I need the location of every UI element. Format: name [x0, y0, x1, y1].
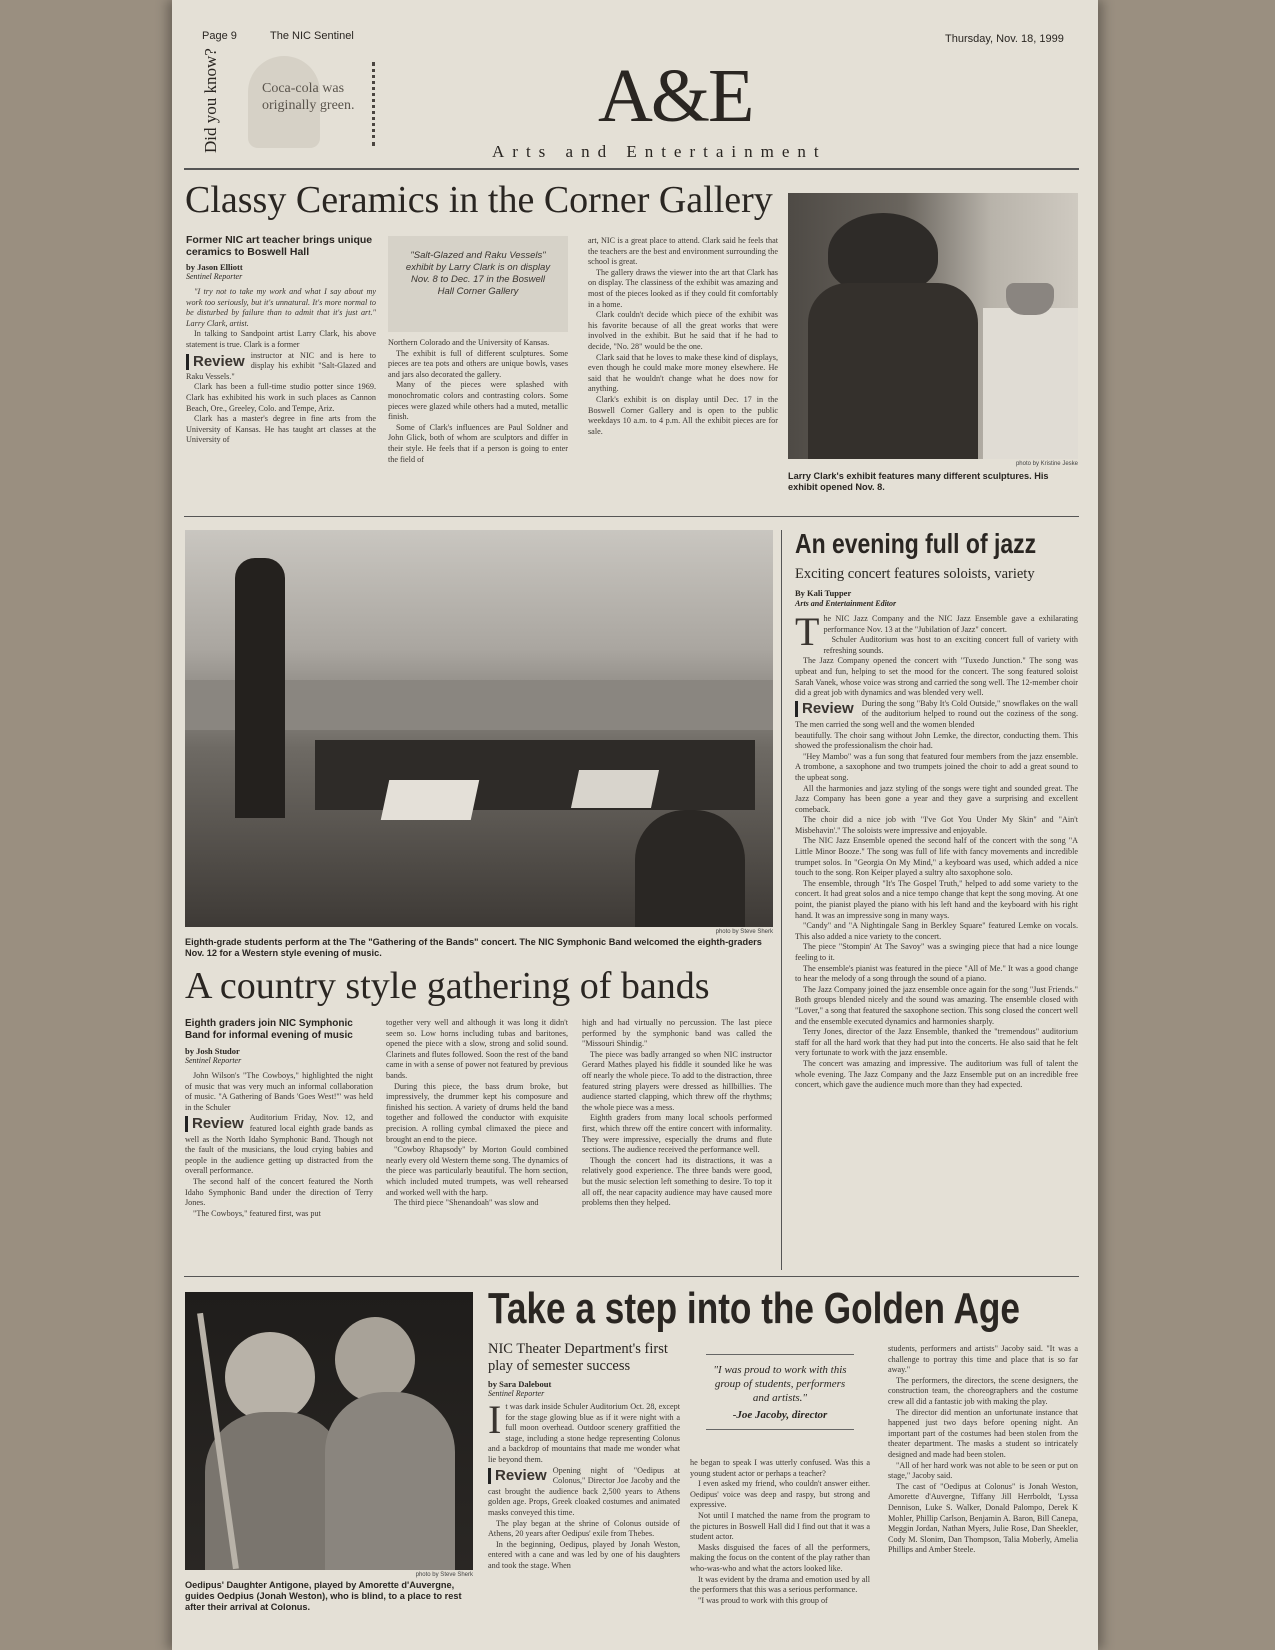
- paragraph: Some of Clark's influences are Paul Soldner and John Glick, both of whom are sculptors and differ in their style. He feels that if a person is going to enter the field of: [388, 422, 568, 464]
- photo-sheet-music: [381, 780, 480, 820]
- paragraph: art, NIC is a great place to attend. Clark said he feels that the teachers are the best and environment surrounding the school is great.: [588, 236, 778, 267]
- ceramics-headline: Classy Ceramics in the Corner Gallery: [185, 179, 773, 221]
- paragraph: The play began at the shrine of Colonus outside of Athens, 20 years after Oedipus' exile from Thebes.: [488, 1518, 680, 1539]
- page-number: Page 9: [202, 30, 237, 42]
- paragraph: "I was proud to work with this group of: [698, 1595, 828, 1605]
- photo-credit: photo by Steve Sherk: [415, 1572, 473, 1578]
- issue-date: Thursday, Nov. 18, 1999: [945, 33, 1064, 45]
- column-rule: [781, 530, 782, 1270]
- paragraph: Clark has been a full-time studio potter since 1969. Clark has exhibited his work in such places as Cannon Beach, Ore., Greeley, Colo. and Tempe, Ariz.: [186, 382, 376, 413]
- bands-byline: by Josh Studor: [185, 1046, 240, 1056]
- theater-col-3: [888, 1344, 1078, 1556]
- paragraph: The piece was badly arranged so when NIC instructor Gerard Mathes played his fiddle it sounded like he was off nearly the whole piece. To add to the distraction, three featured string players were dressed as hillbillies. The audience started clapping, which threw off the rhythms; the whole piece was a mess.: [582, 1049, 772, 1112]
- paragraph: Masks disguised the faces of all the performers, making the focus on the content of the play rather than who-was-who and what the actors looked like.: [690, 1542, 870, 1573]
- paragraph: I even asked my friend, who couldn't answer either. Oedipus' voice was deep and raspy, but strong and expressive.: [690, 1479, 870, 1510]
- fact-text: Coca-cola was originally green.: [262, 81, 355, 113]
- theater-headline: Take a step into the Golden Age: [488, 1284, 1020, 1333]
- paragraph: students, performers and artists" Jacoby said. "It was a challenge to portray this time and place that is so far away.": [888, 1344, 1078, 1375]
- photo-mask: [225, 1332, 315, 1422]
- ceramics-pullquote: "Salt-Glazed and Raku Vessels" exhibit by Larry Clark is on display Nov. 8 to Dec. 17 in the Boswell Hall Corner Gallery: [405, 250, 551, 297]
- paragraph: "Cowboy Rhapsody" by Morton Gould combined nearly every old Western theme song. The dynamics of the piece was particularly beautiful. The horn section, which included muted trumpets, was well rehearsed and worked well with the harp.: [386, 1145, 568, 1197]
- bands-photo: [185, 530, 773, 927]
- paragraph: The exhibit is full of different sculptures. Some pieces are tea pots and others are unique bowls, vases and jars also decorated the gallery.: [388, 348, 568, 379]
- paragraph: In talking to Sandpoint artist Larry Clark, his above statement is true. Clark is a former: [186, 329, 376, 349]
- photo-robe: [325, 1392, 455, 1570]
- paragraph: In the beginning, Oedipus, played by Jonah Weston, entered with a cane and was led by one of his daughters and took the stage. When: [488, 1539, 680, 1570]
- paragraph: Clark said that he loves to make these kind of displays, even though he could make more money elsewhere. He said that he wouldn't change what he does now for anything.: [588, 352, 778, 394]
- photo-music-stands: [315, 740, 755, 810]
- bands-col-3: [582, 1018, 772, 1209]
- paragraph: The director did mention an unfortunate instance that happened just two days before opening night. An important part of the costumes had been stolen from the theater department. The masks a student so intricately designed and made had been stolen.: [888, 1407, 1078, 1459]
- theater-caption: Oedipus' Daughter Antigone, played by Amorette d'Auvergne, guides Oedpius (Jonah Weston), who is blind, to a place to rest after their arrival at Colonus.: [185, 1580, 462, 1612]
- did-you-know-label: Did you know?: [201, 48, 220, 153]
- ceramics-col-2: [388, 338, 568, 465]
- ceramics-col-3: [588, 236, 778, 437]
- paragraph: The Jazz Company joined the jazz ensemble once again for the song "Just Friends." Both groups blended nicely and the sound was amazing. The ensemble closed with "Lover," a song that featured the saxophone section. This song closed the concert well and the ensemble executed dynamics and harmonies sharply.: [795, 984, 1078, 1026]
- bands-col-2: [386, 1018, 568, 1209]
- paragraph: "All of her hard work was not able to be seen or put on stage," Jacoby said.: [888, 1460, 1078, 1481]
- theater-subhead: NIC Theater Department's first play of semester success: [488, 1341, 668, 1374]
- jazz-headline: An evening full of jazz: [795, 528, 1037, 559]
- ceramics-photo: [788, 193, 1078, 459]
- paragraph: The ensemble, through "It's The Gospel Truth," helped to add some variety to the concert. It had great solos and a nice tempo change that kept the song moving. At one point, the pianist played the piano with his left hand and the keyboard with his right hand. It was an impressive song in many ways.: [795, 878, 1078, 920]
- paragraph: Clark couldn't decide which piece of the exhibit was his favorite because of all the great works that were involved in the exhibit. But he said that if he had to decide, "No. 28" would be the one.: [588, 310, 778, 351]
- ceramics-quote: "I try not to take my work and what I say about my work too seriously, but it's unnatural. It's more normal to be disturbed by failure than to admit that it's just art." Larry Clark, artist.: [186, 287, 376, 328]
- paragraph: "The Cowboys," featured first, was put: [193, 1208, 321, 1218]
- photo-conductor: [235, 558, 285, 818]
- paragraph: The piece "Stompin' At The Savoy" was a swinging piece that had a nice lounge feeling to it.: [795, 942, 1078, 962]
- drop-cap: T: [795, 609, 820, 654]
- paragraph: Many of the pieces were splashed with monochromatic colors and contrasting colors. Some pieces were glazed while others had a muted, metallic finish.: [388, 380, 568, 422]
- ceramics-role: Sentinel Reporter: [186, 272, 243, 281]
- photo-ceramic-bowl: [1006, 283, 1054, 315]
- did-you-know-box: [200, 48, 226, 156]
- masthead-rule: [184, 168, 1079, 170]
- photo-mask: [335, 1317, 415, 1402]
- ceramics-caption: Larry Clark's exhibit features many different sculptures. His exhibit opened Nov. 8.: [788, 471, 1049, 492]
- paragraph: During this piece, the bass drum broke, but impressively, the drummer kept his composure and finished his section. A variety of drums held the band together and followed the conductor with exquisite precision. A rolling cymbal climaxed the piece and brought an end to the piece.: [386, 1081, 568, 1144]
- paragraph: he began to speak I was utterly confused. Was this a young student actor or perhaps a teacher?: [690, 1458, 870, 1478]
- paragraph: Terry Jones, director of the Jazz Ensemble, thanked the "tremendous" auditorium staff for all the hard work that they had put into the concerts. He also said that he felt very fortunate to work with the jazz ensemble.: [795, 1027, 1078, 1058]
- paragraph: John Wilson's "The Cowboys," highlighted the night of music that was very much an informal collaboration of music. "A Gathering of Bands 'Goes West!'" was held in the Schuler: [185, 1071, 373, 1112]
- jazz-byline: By Kali Tupper: [795, 588, 852, 598]
- paragraph: Auditorium Friday, Nov. 12, and featured local eighth grade bands as well as the North Idaho Symphonic Band. Though not the fault of the musicians, the loud crying babies and people in the audience getting up distracted from the overall performance.: [185, 1113, 373, 1176]
- dotted-divider: [372, 62, 378, 146]
- theater-byline: by Sara Dalebout: [488, 1379, 552, 1389]
- paragraph: All the harmonies and jazz styling of the songs were tight and sounded great. The Jazz Company has been gone a year and they gave a surprising and excellent comeback.: [795, 783, 1078, 814]
- bands-role: Sentinel Reporter: [185, 1056, 242, 1065]
- paragraph: The ensemble's pianist was featured in the piece "All of Me." It was a good change to hear the melody of a song through the sound of a piano.: [795, 963, 1078, 984]
- bands-kicker: Eighth graders join NIC Symphonic Band for informal evening of music: [185, 1018, 353, 1041]
- paragraph: The choir did a nice job with "I've Got You Under My Skin" and "Ain't Misbehavin'." The soloists were impressive and enjoyable.: [795, 815, 1078, 835]
- paragraph: together very well and although it was long it didn't seem so. Low horns including tubas and baritones, opened the piece with a slow, strong and solid sound. Clarinets and flutes followed. Soon the rest of the band came in with a sense of power not featured by previous bands.: [386, 1018, 568, 1080]
- theater-role: Sentinel Reporter: [488, 1389, 545, 1398]
- paragraph: The cast of "Oedipus at Colonus" is Jonah Weston, Amorette d'Auvergne, Tiffany Jill Herrboldt, 'Lyssa Dennison, Luke S. Walker, Donald Palompo, Derek K Mohler, Phillip Carlson, Benjamin A. Baron, Bill Canepa, Meggin Jordan, Nathan Myers, Julie Rose, Dan Sheekler, Cody M. Slonim, Dan Thompson, Talia Moberly, Amelia Phillips and Amber Steele.: [888, 1481, 1078, 1555]
- paragraph: instructor at NIC and is here to display his exhibit "Salt-Glazed and Raku Vessels.": [186, 350, 376, 381]
- ceramics-col-1: [186, 234, 376, 446]
- review-tag: Review: [186, 354, 245, 370]
- theater-pullquote: "I was proud to work with this group of students, performers and artists.": [713, 1364, 847, 1404]
- paragraph: The concert was amazing and impressive. The auditorium was full of talent the whole evening. The Jazz Company and the Jazz Ensemble put on an incredible free concert, which gave the audience much more than they had expected.: [795, 1058, 1078, 1090]
- photo-pedestal: [983, 308, 1078, 459]
- paragraph: Not until I matched the name from the program to the pictures in Boswell Hall did I find out that it was a student actor.: [690, 1510, 870, 1542]
- ceramics-byline: by Jason Elliott: [186, 262, 243, 272]
- bands-caption: Eighth-grade students perform at the The "Gathering of the Bands" concert. The NIC Symphonic Band welcomed the eighth-graders Nov. 12 for a Western style evening of music.: [185, 937, 762, 958]
- jazz-subhead: Exciting concert features soloists, variety: [795, 566, 1035, 582]
- paragraph: "Candy" and "A Nightingale Sang in Berkley Square" featured Lemke on vocals. This also added a nice variety to the concert.: [795, 921, 1078, 941]
- jazz-role: Arts and Entertainment Editor: [795, 599, 897, 608]
- paragraph: Eighth graders from many local schools performed first, which threw off the entire concert with informality. They were impressive, especially the drums and flute sections. The audience received the performance well.: [582, 1113, 772, 1155]
- paragraph: "Hey Mambo" was a fun song that featured four members from the jazz ensemble. A trombone, a saxophone and two trumpets joined the choir to add a great sound to the upbeat song.: [795, 751, 1078, 782]
- theater-col-2: [690, 1458, 870, 1606]
- paragraph: During the song "Baby It's Cold Outside," snowflakes on the wall of the auditorium helped to round out the coziness of the song. The men carried the song well and the women blended: [795, 698, 1078, 729]
- section-logo: A&E: [598, 54, 753, 138]
- jazz-body: [795, 609, 1078, 1091]
- theater-pullquote-attribution: -Joe Jacoby, director: [732, 1409, 828, 1421]
- paragraph: Clark's exhibit is on display until Dec. 17 in the Boswell Corner Gallery and is open to the public weekdays 10 a.m. to 4 p.m. All the exhibit pieces are for sale.: [588, 394, 778, 436]
- paragraph: The Jazz Company opened the concert with "Tuxedo Junction." The song was upbeat and fun, helping to set the mood for the concert. The song featured soloist Sarah Vanek, whose voice was strong and carried the song well. The 12-member choir did a great job with dynamics and was blended very well.: [795, 656, 1078, 698]
- review-tag: Review: [795, 701, 854, 717]
- paragraph: high and had virtually no percussion. The last piece performed by the symphonic band was called the "Missouri Shindig.": [582, 1018, 772, 1049]
- paragraph: The NIC Jazz Ensemble opened the second half of the concert with the song "A Little Minor Booze." The song was full of life with fancy movements and incredible trumpet solos. In "Georgia On My Mind," a keyboard was used, which added a nice touch to the song. Ron Keiper played a sultry alto saxophone solo.: [795, 836, 1078, 878]
- paper-name: The NIC Sentinel: [270, 30, 354, 42]
- photo-credit: photo by Kristine Jeske: [1015, 461, 1078, 467]
- paragraph: he NIC Jazz Company and the NIC Jazz Ensemble gave a exhilarating performance Nov. 13 at the "Jubilation of Jazz" concert.: [823, 614, 1078, 634]
- theater-pullquote-box: [706, 1354, 854, 1430]
- ceramics-kicker: Former NIC art teacher brings unique ceramics to Boswell Hall: [186, 234, 373, 258]
- ceramics-pullquote-box: [388, 236, 568, 332]
- bands-col-1: [185, 1018, 373, 1219]
- photo-student: [635, 810, 745, 927]
- drop-cap: I: [488, 1397, 502, 1442]
- paragraph: Opening night of "Oedipus at Colonus," Director Joe Jacoby and the cast brought the audience back 2,500 years to Athens golden age. Props, Greek cloaked costumes and animated masks conveyed this time.: [488, 1465, 680, 1517]
- theater-photo: [185, 1292, 473, 1570]
- paragraph: t was dark inside Schuler Auditorium Oct. 28, except for the stage glowing blue as if it were night with a full moon overhead. Outdoor scenery graffitied the stage, including a stone hedge representing Colonus and a backdrop of mountains that made me wonder what lie beyond them.: [488, 1402, 680, 1464]
- photo-sheet-music: [571, 770, 659, 808]
- photo-figure-head: [828, 213, 938, 293]
- paragraph: Northern Colorado and the University of Kansas.: [388, 338, 550, 347]
- photo-figure-body: [808, 283, 978, 459]
- paragraph: The performers, the directors, the scene designers, the construction team, the choreographers and the costume crew all did a fantastic job with making the play.: [888, 1375, 1078, 1406]
- review-tag: Review: [185, 1116, 244, 1132]
- bands-headline: A country style gathering of bands: [185, 965, 710, 1007]
- theater-col-1: [488, 1341, 680, 1572]
- photo-credit: photo by Steve Sherk: [715, 929, 773, 935]
- section-rule: [184, 1276, 1079, 1277]
- section-rule: [184, 516, 1079, 517]
- paragraph: beautifully. The choir sang without John Lemke, the director, conducting them. This showed the professionalism the choir had.: [795, 730, 1078, 751]
- paragraph: It was evident by the drama and emotion used by all the performers that this was a serious performance.: [690, 1574, 870, 1595]
- paragraph: Clark has a master's degree in fine arts from the University of Kansas. He has taught art classes at the University of: [186, 414, 376, 445]
- paragraph: Though the concert had its distractions, it was a relatively good experience. The three bands were good, but the music selection left something to desire. To top it all off, the near capacity audience may have caused more problems then they helped.: [582, 1155, 772, 1208]
- section-name: Arts and Entertainment: [492, 142, 827, 161]
- paragraph: The gallery draws the viewer into the art that Clark has on display. The classiness of the exhibit was amazing and most of the pieces looked as if they could fit comfortably in a home.: [588, 267, 778, 309]
- paragraph: The third piece "Shenandoah" was slow and: [394, 1198, 539, 1208]
- paragraph: The second half of the concert featured the North Idaho Symphonic Band under the direction of Terry Jones.: [185, 1176, 373, 1208]
- review-tag: Review: [488, 1468, 547, 1484]
- paragraph: Schuler Auditorium was host to an exciting concert full of variety with refreshing sounds.: [823, 635, 1078, 655]
